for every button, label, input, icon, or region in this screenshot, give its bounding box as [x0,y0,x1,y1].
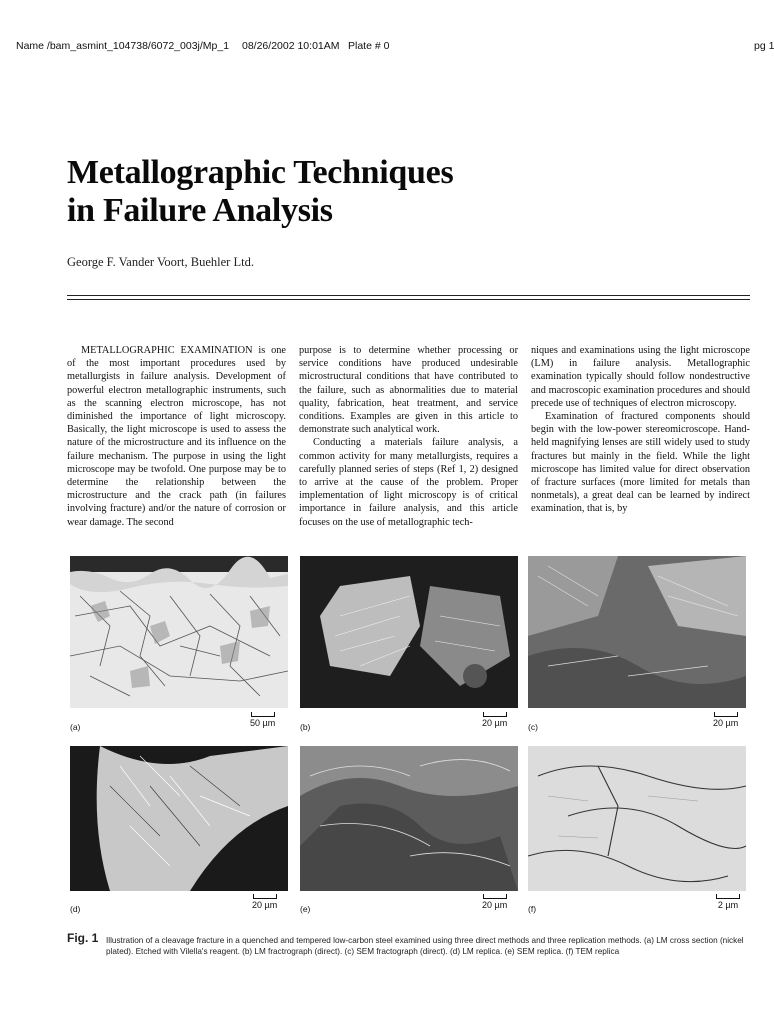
figure-caption [67,931,750,957]
scale-bar-line [716,894,740,899]
figure-number: Fig. 1 [67,931,99,945]
scale-bar [250,712,275,728]
article-author: George F. Vander Voort, Buehler Ltd. [67,255,254,269]
text-column-1 [67,344,286,548]
scale-bar-label: 20 µm [482,900,508,910]
header-page-number: pg 1 [754,40,774,52]
scale-bar-line [714,712,738,717]
figure-panel-d [70,746,288,926]
header-file-path: Name /bam_asmint_104738/6072_003j/Mp_1 [16,40,230,52]
article-title [67,154,707,230]
paragraph: purpose is to determine whether processing or service conditions have produced undesirable microstructural conditions that have contributed to the failure, such as abnormalities due to material quality, fabrication, heat treatment, and service conditions. Examples are given in this article to demonstrate such analytical work. [299,345,518,436]
panel-label: (a) [70,722,81,732]
micrograph-image [300,556,518,708]
panel-label: (e) [300,904,311,914]
scale-bar [252,894,277,910]
figure-panel-c [528,556,746,736]
scale-bar-line [251,712,275,717]
figure-panel-a [70,556,288,736]
scale-bar-label: 2 µm [717,900,739,910]
scale-bar [716,894,740,910]
text-column-2 [299,344,518,548]
scale-bar-label: 20 µm [713,718,739,728]
paragraph: niques and examinations using the light microscope (LM) in failure analysis. Metallographic examination typically should follow nondestructive and macroscopic examination procedures and should precede use of techniques of electron microscopy. [531,345,750,409]
text-column-3 [531,344,750,548]
panel-label: (f) [528,904,537,914]
figure-panel-b [300,556,518,736]
micrograph-image [70,746,288,891]
micrograph-image [300,746,518,891]
title-line-1: Metallographic Techniques [67,154,454,191]
scale-bar-label: 50 µm [250,718,276,728]
scale-bar [482,712,507,728]
scale-bar [713,712,738,728]
paragraph: Conducting a materials failure analysis, a common activity for many metallurgists, requires a carefully planned series of steps (Ref 1, 2) designed to arrive at the cause of the problem. Proper implementation of light microscopy is of critical importance in failure analysis, and this article focuses on the use of metallographic tech- [299,437,518,528]
caption-text: Illustration of a cleavage fracture in a quenched and tempered low-carbon steel examined using three direct methods and three replication methods. (a) LM cross section (nickel plated). Etched with Vilella's reagent. (b) LM fractrograph (direct). (c) SEM fractograph (direct). (d) LM replica. (e) SEM replica. (f) TEM replica [106,936,744,956]
figure-panel-e [300,746,518,926]
title-line-2: in Failure Analysis [67,192,333,229]
panel-label: (b) [300,722,311,732]
title-rule-bottom [67,299,750,300]
title-rule-top [67,295,750,296]
scale-bar-line [253,894,277,899]
scale-bar-line [483,894,507,899]
panel-label: (c) [528,722,538,732]
panel-label: (d) [70,904,81,914]
body-text [67,344,750,548]
micrograph-image [528,746,746,891]
paragraph: Examination of fractured components should begin with the low-power stereomicroscope. Hand-held magnifying lenses are still widely used to study fractures but mainly in the field. While the light microscope has limited value for direct observation of fracture surfaces (more limited for metals than nonmetals), a great deal can be learned by indirect examination, that is, by [531,411,750,515]
paragraph: METALLOGRAPHIC EXAMINATION is one of the most important procedures used by metallurgists in failure analysis. Development of powerful electron metallographic instruments, such as the scanning electron microscope, has not diminished the importance of light microscopy. Basically, the light microscope is used to assess the nature of the microstructure and its influence on the failure mechanism. The purpose in using the light microscope may be twofold. One purpose may be to determine the relationship between the microstructure and the crack path (in failures involving fracture) and/or the nature of corrosion or wear damage. The second [67,345,286,528]
scale-bar-label: 20 µm [482,718,508,728]
scale-bar-label: 20 µm [252,900,278,910]
micrograph-image [70,556,288,708]
scale-bar [482,894,507,910]
micrograph-image [528,556,746,708]
scale-bar-line [483,712,507,717]
header-plate: Plate # 0 [348,40,390,52]
figure-panel-f [528,746,746,926]
header-date: 08/26/2002 10:01AM [242,40,340,52]
